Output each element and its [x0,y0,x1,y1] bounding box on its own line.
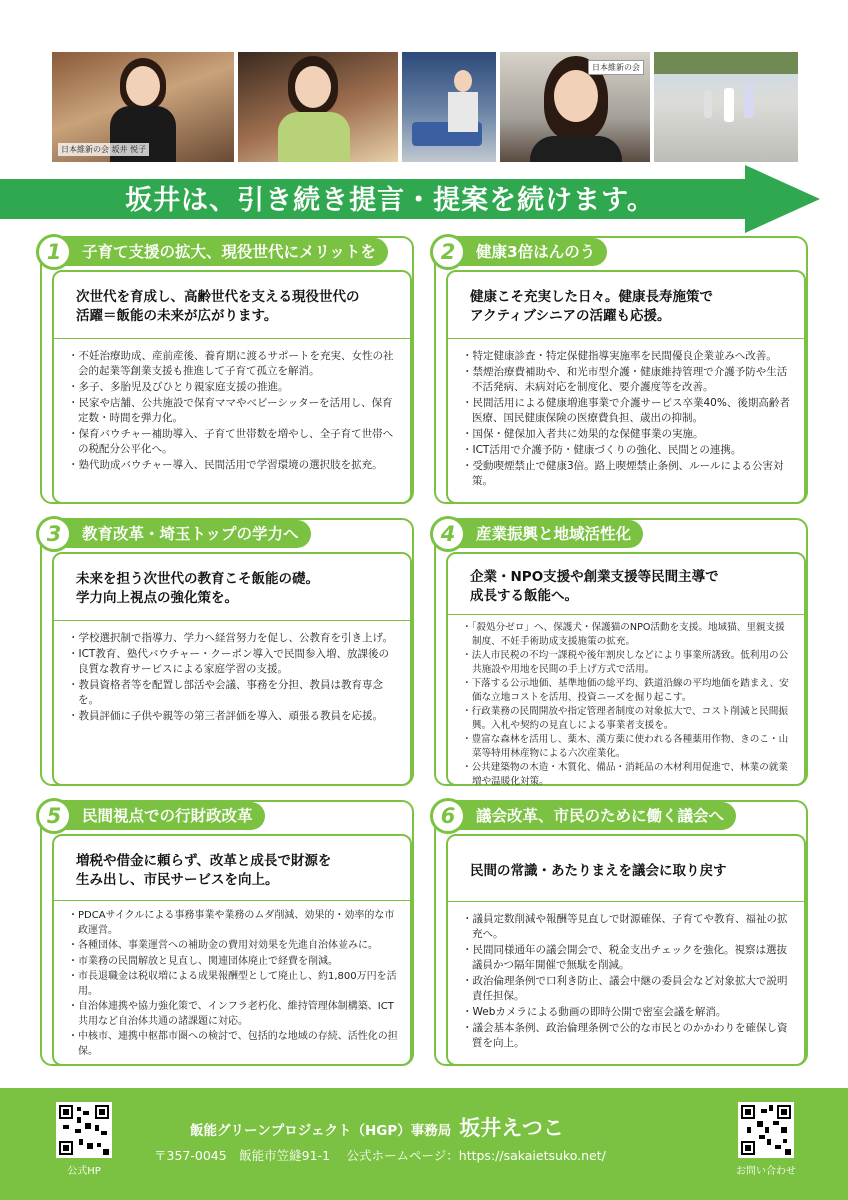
section-card-2 [434,236,808,504]
divider [448,614,804,615]
section-number: 5 [36,798,72,834]
section-card-6 [434,800,808,1066]
list-item: ・ 法人市民税の不均一課税や後年割戻しなどにより事業所誘致。低利用の公共施設や用地を民間の手上げ方式で活用。 [462,649,792,676]
org-name: 飯能グリーンプロジェクト（HGP）事務局 [190,1123,452,1139]
section-title: 子育て支援の拡大、現役世代にメリットを [42,238,388,266]
section-body [446,270,806,504]
list-item: ・ 民間同様通年の議会開会で、税金支出チェックを強化。視察は選抜議員かつ隔年開催で無駄を削減。 [462,943,792,973]
list-item: ・ 中核市、連携中枢都市圏への検討で、包括的な地域の存続、活性化の担保。 [68,1030,398,1059]
photo-strip [52,52,798,162]
photo-caption: 日本維新の会 坂井 悦子 [58,143,149,156]
list-item: ・ ICT活用で介護予防・健康づくりの強化、民間との連携。 [462,443,792,458]
section-title: 民間視点での行財政改革 [42,802,265,830]
footer-address[interactable]: 〒357-0045 飯能市笠縫91-1 公式ホームページ：https://sakaietsuko.net/ [154,1148,606,1163]
footer-organization [190,1112,564,1142]
list-item: ・ 市業務の民間解放と見直し、関連団体廃止で経費を削減。 [68,955,398,970]
list-item: ・ Webカメラによる動画の即時公開で密室会議を解消。 [462,1005,792,1020]
qr-label-contact: お問い合わせ [736,1166,796,1177]
section-list [68,349,398,473]
section-body [52,552,412,786]
list-item: ・ 学校選択制で指導力、学力へ経営努力を促し、公教育を引き上げ。 [68,631,398,646]
divider [54,620,410,621]
list-item: ・ 特定健康診査・特定保健指導実施率を民間優良企業並みへ改善。 [462,349,792,364]
section-number: 4 [430,516,466,552]
list-item: ・ ICT教育、塾代バウチャー・クーポン導入で民間参入増、放課後の良質な教育サービスによる家庭学習の支援。 [68,647,398,677]
section-summary: 次世代を育成し、高齢世代を支える現役世代の 活躍＝飯能の未来が広がります。 [76,289,360,324]
divider [448,338,804,339]
list-item: ・ 塾代助成バウチャー導入、民間活用で学習環境の選択肢を拡充。 [68,458,398,473]
section-body [446,834,806,1066]
qr-label-homepage: 公式HP [67,1166,101,1177]
list-item: ・ 議員定数削減や報酬等見直しで財源確保、子育てや教育、福祉の拡充へ。 [462,912,792,942]
section-title: 教育改革・埼玉トップの学力へ [42,520,311,548]
section-list [68,909,398,1059]
section-number: 1 [36,234,72,270]
section-list [462,621,792,788]
list-item: ・ 議会基本条例、政治倫理条例で公的な市民とのかかわりを確保し資質を向上。 [462,1021,792,1051]
section-number: 6 [430,798,466,834]
section-list [462,349,792,489]
section-title: 健康3倍はんのう [436,238,607,266]
section-number: 2 [430,234,466,270]
qr-icon [741,1105,791,1155]
candidate-name: 坂井えつこ [459,1116,564,1140]
list-item: ・ 教員評価に子供や親等の第三者評価を導入、頑張る教員を応援。 [68,709,398,724]
list-item: ・ 市長退職金は税収増による成果報酬型として廃止し、約1,800万円を活用。 [68,970,398,999]
qr-icon [59,1105,109,1155]
section-summary: 民間の常識・あたりまえを議会に取り戻す [470,863,727,879]
divider [54,338,410,339]
divider [448,901,804,902]
headline: 坂井は、引き続き提言・提案を続けます。 [125,185,655,216]
section-summary: 健康こそ充実した日々。健康長寿施策で アクティブシニアの活躍も応援。 [470,289,713,324]
photo-speech [52,52,234,162]
section-number: 3 [36,516,72,552]
list-item: ・ 国保・健保加入者共に効果的な保健事業の実施。 [462,427,792,442]
photo-ground-golf [654,52,798,162]
photo-microphone [238,52,398,162]
section-card-5 [40,800,414,1066]
list-item: ・ 受動喫煙禁止で健康3倍。路上喫煙禁止条例、ルールによる公害対策。 [462,459,792,489]
list-item: ・ 自治体連携や協力強化策で、インフラ老朽化、維持管理体制構築、ICT共用など自治体共通の諸課題に対応。 [68,1000,398,1029]
list-item: ・ 禁煙治療費補助や、和光市型介護・健康維持管理で介護予防や生活不活発病、未病対応を制度化、要介護度等を改善。 [462,365,792,395]
list-item: ・ 政治倫理条例で口利き防止、議会中継の委員会など対象拡大で説明責任担保。 [462,974,792,1004]
list-item: ・ 不妊治療助成、産前産後、養育期に渡るサポートを充実、女性の社会的起業等創業支援も推進して子育て孤立を解消。 [68,349,398,379]
section-title: 議会改革、市民のために働く議会へ [436,802,736,830]
qr-code-contact[interactable] [738,1102,794,1158]
list-item: ・ 下落する公示地価、基準地価の総平均、鉄道沿線の平均地価を踏まえ、安価な立地コストを活用、投資ニーズを掘り起こす。 [462,677,792,704]
section-summary: 未来を担う次世代の教育こそ飯能の礎。 学力向上視点の強化策を。 [76,571,319,606]
list-item: ・ 民家や店舗、公共施設で保育ママやベビーシッターを活用し、保育定数・時間を弾力化。 [68,396,398,426]
divider [54,900,410,901]
list-item: ・ 教員資格者等を配置し部活や会議、事務を分担、教員は教育専念を。 [68,678,398,708]
section-summary: 増税や借金に頼らず、改革と成長で財源を 生み出し、市民サービスを向上。 [76,853,332,888]
section-body [52,834,412,1066]
list-item: ・ 「殺処分ゼロ」へ、保護犬・保護猫のNPO活動を支援。地域猫、里親支援制度、不妊手術助成支援施策の拡充。 [462,621,792,648]
list-item: ・ 民間活用による健康増進事業で介護サービス卒業40%、後期高齢者医療、国民健康保険の医療費負担、歳出の抑制。 [462,396,792,426]
list-item: ・ 行政業務の民間開放や指定管理者制度の対象拡大で、コスト削減と民間振興。入札や契約の見直しによる事業者支援を。 [462,705,792,732]
section-summary: 企業・NPO支援や創業支援等民間主導で 成長する飯能へ。 [470,569,719,604]
section-card-1 [40,236,414,504]
section-body [446,552,806,786]
list-item: ・ 保育バウチャー補助導入、子育て世帯数を増やし、全子育て世帯への税配分公平化へ。 [68,427,398,457]
section-list [68,631,398,724]
section-list [462,912,792,1051]
section-body [52,270,412,504]
section-card-3 [40,518,414,786]
photo-portrait [500,52,650,162]
photo-aed-training [402,52,496,162]
photo-sign: 日本維新の会 [588,60,644,75]
list-item: ・ 多子、多胎児及びひとり親家庭支援の推進。 [68,380,398,395]
list-item: ・ 豊富な森林を活用し、薬木、漢方薬に使われる各種薬用作物、きのこ・山菜等特用林産物による六次産業化。 [462,733,792,760]
list-item: ・ 公共建築物の木造・木質化、備品・消耗品の木材利用促進で、林業の就業増や温暖化対策。 [462,761,792,788]
list-item: ・ 各種団体、事業運営への補助金の費用対効果を先進自治体並みに。 [68,939,398,954]
list-item: ・ PDCAサイクルによる事務事業や業務のムダ削減、効果的・効率的な市政運営。 [68,909,398,938]
section-title: 産業振興と地域活性化 [436,520,643,548]
qr-code-homepage[interactable] [56,1102,112,1158]
section-card-4 [434,518,808,786]
